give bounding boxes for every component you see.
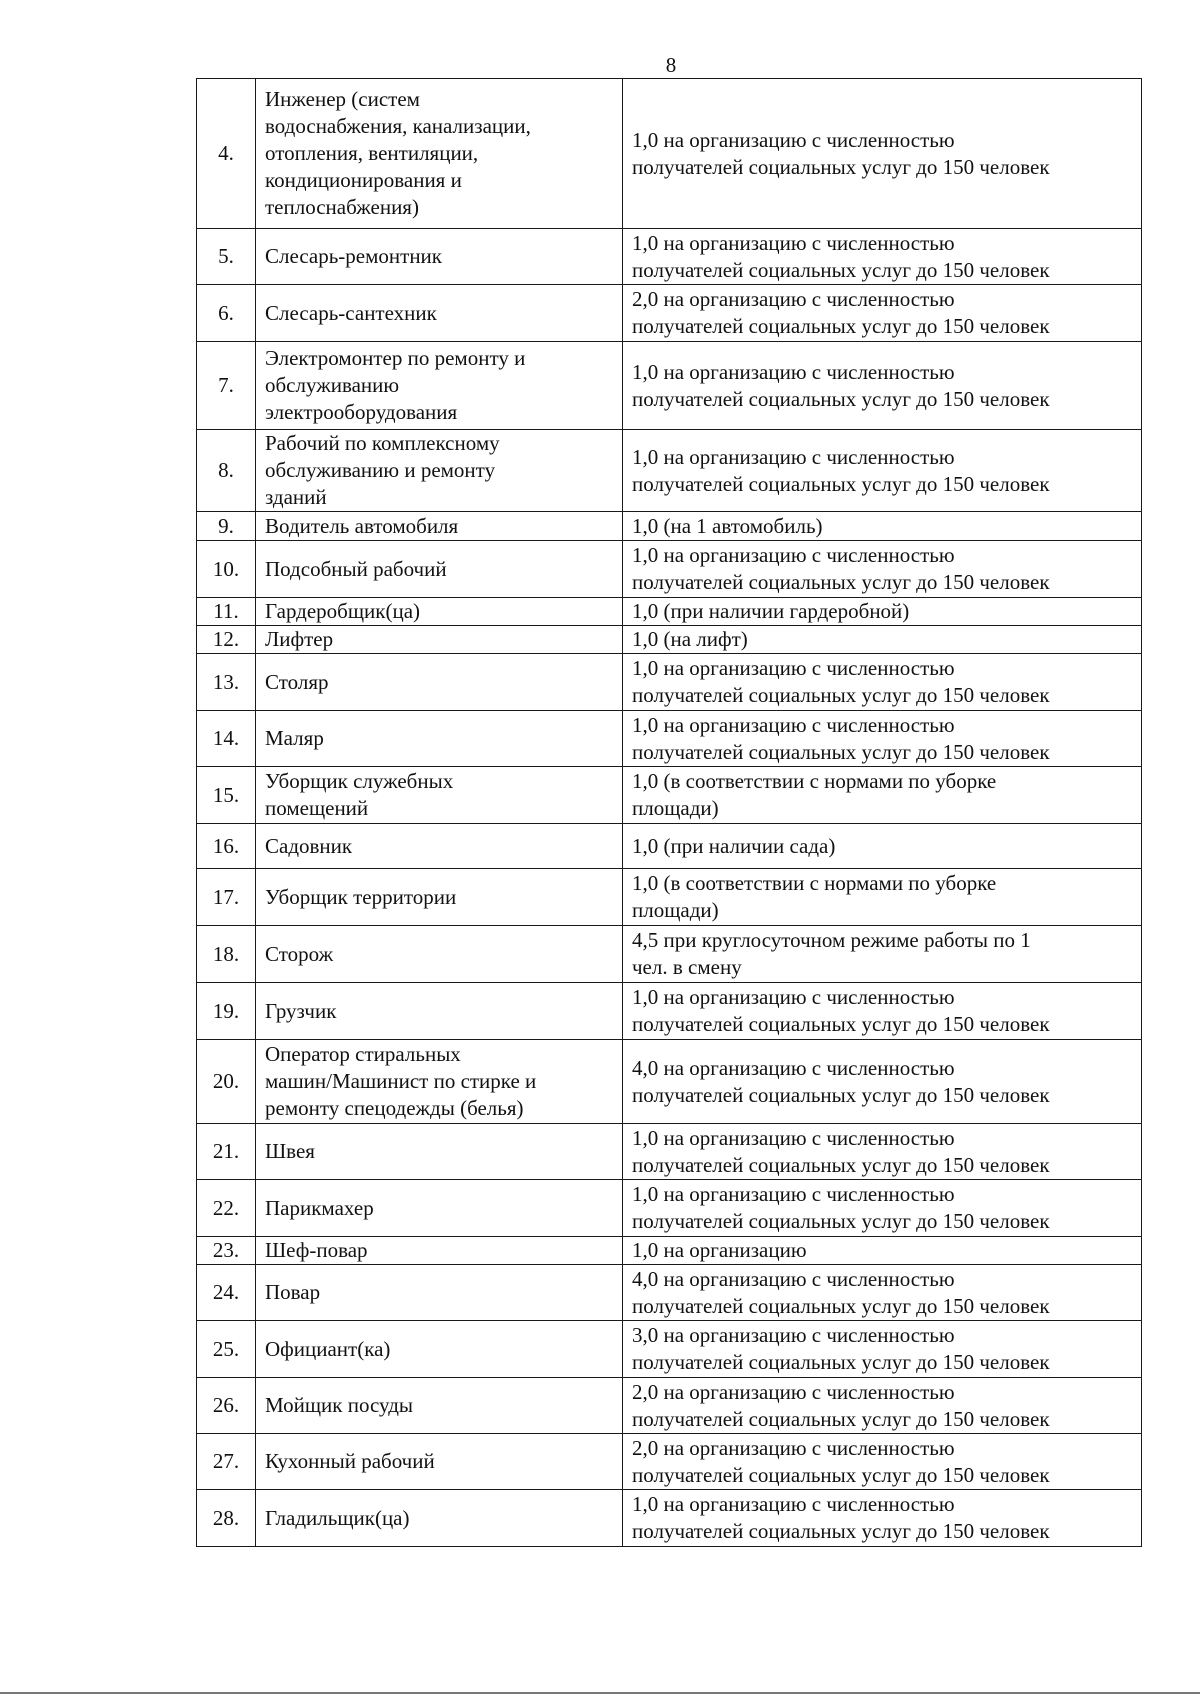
table-row — [197, 598, 1142, 626]
staffing-norm: 1,0 на организацию с численностью получателей социальных услуг до 150 человек — [623, 983, 1142, 1040]
table-row — [197, 229, 1142, 285]
table-row — [197, 1490, 1142, 1547]
position-title: Инженер (систем водоснабжения, канализации, отопления, вентиляции, кондиционирования и теплоснабжения) — [256, 79, 623, 229]
table-row — [197, 1237, 1142, 1265]
table-row — [197, 824, 1142, 869]
row-number: 4. — [197, 79, 256, 229]
staffing-norm: 1,0 на организацию с численностью получателей социальных услуг до 150 человек — [623, 79, 1142, 229]
staffing-norm: 2,0 на организацию с численностью получателей социальных услуг до 150 человек — [623, 1434, 1142, 1490]
table-row — [197, 1124, 1142, 1180]
row-number: 18. — [197, 926, 256, 983]
table-row — [197, 711, 1142, 767]
table-row — [197, 1180, 1142, 1237]
position-title: Слесарь-сантехник — [256, 285, 623, 342]
row-number: 15. — [197, 767, 256, 824]
position-title: Грузчик — [256, 983, 623, 1040]
position-title: Гладильщик(ца) — [256, 1490, 623, 1547]
position-title: Садовник — [256, 824, 623, 869]
staffing-norm: 1,0 на организацию с численностью получателей социальных услуг до 150 человек — [623, 541, 1142, 598]
row-number: 13. — [197, 654, 256, 711]
staffing-norm: 1,0 (при наличии сада) — [623, 824, 1142, 869]
page-number: 8 — [665, 53, 677, 77]
staffing-norm: 1,0 на организацию с численностью получателей социальных услуг до 150 человек — [623, 1124, 1142, 1180]
table-row — [197, 541, 1142, 598]
row-number: 24. — [197, 1265, 256, 1321]
row-number: 7. — [197, 342, 256, 430]
staffing-norm: 1,0 (на 1 автомобиль) — [623, 512, 1142, 541]
table-row — [197, 285, 1142, 342]
staffing-norm: 4,5 при круглосуточном режиме работы по 1 чел. в смену — [623, 926, 1142, 983]
staffing-norm: 3,0 на организацию с численностью получателей социальных услуг до 150 человек — [623, 1321, 1142, 1378]
staffing-norm: 1,0 на организацию с численностью получателей социальных услуг до 150 человек — [623, 654, 1142, 711]
table-row — [197, 512, 1142, 541]
table-row — [197, 869, 1142, 926]
position-title: Официант(ка) — [256, 1321, 623, 1378]
table-row — [197, 430, 1142, 512]
position-title: Кухонный рабочий — [256, 1434, 623, 1490]
table-row — [197, 342, 1142, 430]
row-number: 8. — [197, 430, 256, 512]
row-number: 28. — [197, 1490, 256, 1547]
staffing-norm: 1,0 (в соответствии с нормами по уборке площади) — [623, 869, 1142, 926]
bottom-scan-edge — [0, 1692, 1200, 1694]
staffing-norm: 1,0 на организацию — [623, 1237, 1142, 1265]
position-title: Электромонтер по ремонту и обслуживанию электрооборудования — [256, 342, 623, 430]
table-row — [197, 767, 1142, 824]
row-number: 20. — [197, 1040, 256, 1124]
row-number: 6. — [197, 285, 256, 342]
staffing-norm: 1,0 на организацию с численностью получателей социальных услуг до 150 человек — [623, 1180, 1142, 1237]
row-number: 21. — [197, 1124, 256, 1180]
table-row — [197, 654, 1142, 711]
position-title: Рабочий по комплексному обслуживанию и ремонту зданий — [256, 430, 623, 512]
row-number: 14. — [197, 711, 256, 767]
staffing-norm: 1,0 на организацию с численностью получателей социальных услуг до 150 человек — [623, 1490, 1142, 1547]
table-row — [197, 79, 1142, 229]
staffing-norm: 2,0 на организацию с численностью получателей социальных услуг до 150 человек — [623, 1378, 1142, 1434]
table-row — [197, 626, 1142, 654]
row-number: 16. — [197, 824, 256, 869]
row-number: 9. — [197, 512, 256, 541]
position-title: Повар — [256, 1265, 623, 1321]
staffing-norm: 1,0 (в соответствии с нормами по уборке площади) — [623, 767, 1142, 824]
staffing-norm: 4,0 на организацию с численностью получателей социальных услуг до 150 человек — [623, 1040, 1142, 1124]
row-number: 19. — [197, 983, 256, 1040]
position-title: Столяр — [256, 654, 623, 711]
row-number: 10. — [197, 541, 256, 598]
row-number: 27. — [197, 1434, 256, 1490]
position-title: Оператор стиральных машин/Машинист по стирке и ремонту спецодежды (белья) — [256, 1040, 623, 1124]
position-title: Шеф-повар — [256, 1237, 623, 1265]
row-number: 17. — [197, 869, 256, 926]
staffing-norm: 2,0 на организацию с численностью получателей социальных услуг до 150 человек — [623, 285, 1142, 342]
table-row — [197, 1321, 1142, 1378]
position-title: Сторож — [256, 926, 623, 983]
table-row — [197, 1265, 1142, 1321]
position-title: Швея — [256, 1124, 623, 1180]
staffing-norm: 1,0 на организацию с численностью получателей социальных услуг до 150 человек — [623, 711, 1142, 767]
table-row — [197, 926, 1142, 983]
position-title: Мойщик посуды — [256, 1378, 623, 1434]
staffing-norm: 1,0 (при наличии гардеробной) — [623, 598, 1142, 626]
staffing-table-body — [197, 79, 1142, 1547]
table-row — [197, 1378, 1142, 1434]
position-title: Слесарь-ремонтник — [256, 229, 623, 285]
staffing-norm: 1,0 на организацию с численностью получателей социальных услуг до 150 человек — [623, 342, 1142, 430]
position-title: Гардеробщик(ца) — [256, 598, 623, 626]
row-number: 22. — [197, 1180, 256, 1237]
staffing-norm: 1,0 на организацию с численностью получателей социальных услуг до 150 человек — [623, 229, 1142, 285]
table-row — [197, 983, 1142, 1040]
table-row — [197, 1040, 1142, 1124]
row-number: 12. — [197, 626, 256, 654]
row-number: 11. — [197, 598, 256, 626]
table-row — [197, 1434, 1142, 1490]
staffing-norm: 1,0 (на лифт) — [623, 626, 1142, 654]
position-title: Водитель автомобиля — [256, 512, 623, 541]
position-title: Уборщик служебных помещений — [256, 767, 623, 824]
row-number: 26. — [197, 1378, 256, 1434]
staffing-table — [196, 78, 1142, 1547]
staffing-norm: 4,0 на организацию с численностью получателей социальных услуг до 150 человек — [623, 1265, 1142, 1321]
row-number: 5. — [197, 229, 256, 285]
row-number: 25. — [197, 1321, 256, 1378]
row-number: 23. — [197, 1237, 256, 1265]
position-title: Парикмахер — [256, 1180, 623, 1237]
position-title: Маляр — [256, 711, 623, 767]
position-title: Уборщик территории — [256, 869, 623, 926]
position-title: Подсобный рабочий — [256, 541, 623, 598]
position-title: Лифтер — [256, 626, 623, 654]
staffing-norm: 1,0 на организацию с численностью получателей социальных услуг до 150 человек — [623, 430, 1142, 512]
